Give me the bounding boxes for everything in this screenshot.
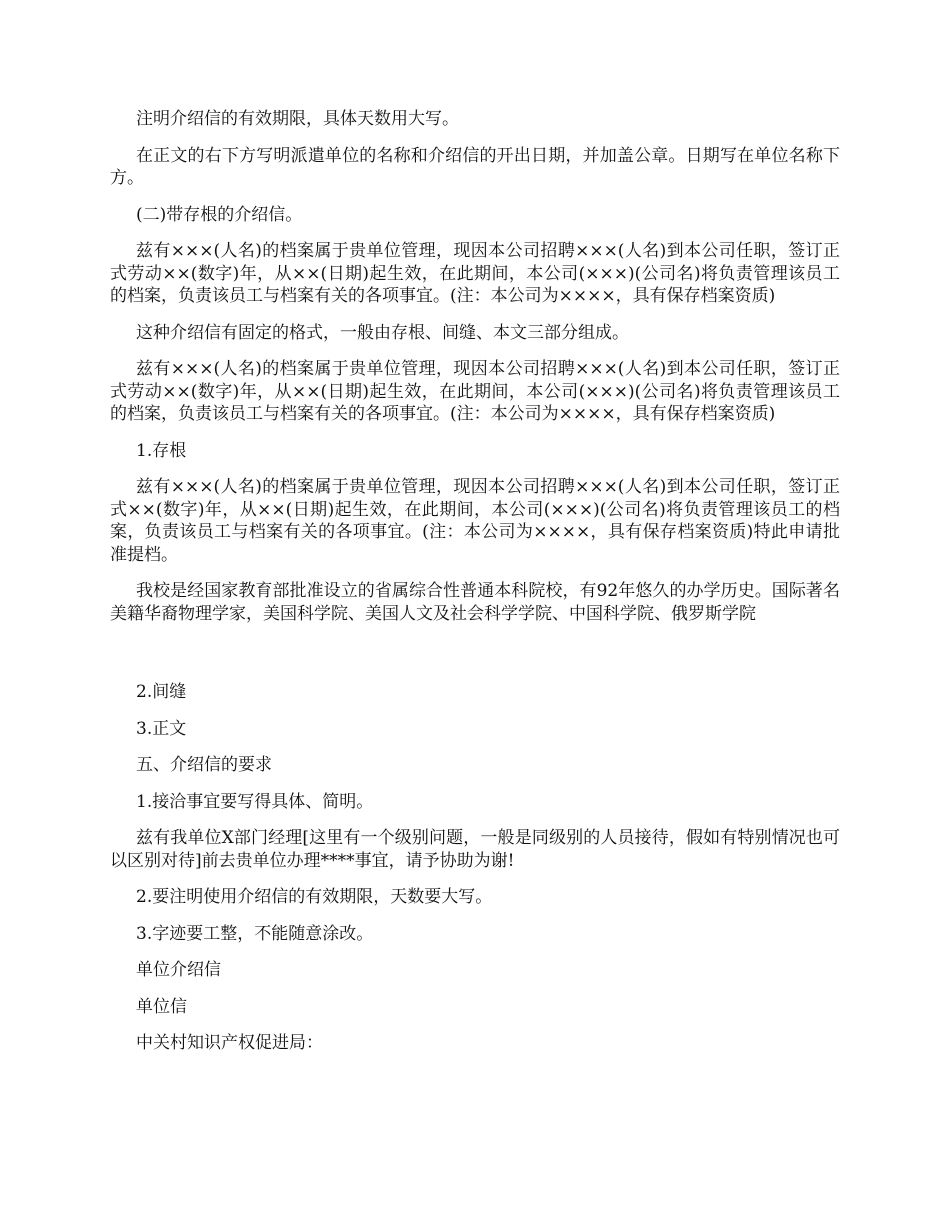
paragraph-recipient: 中关村知识产权促进局：: [136, 1033, 323, 1053]
paragraph-heading-body: 3.正文: [136, 718, 187, 739]
paragraph-archive-sample-3: 兹有×××(人名)的档案属于贵单位管理，现因本公司招聘×××(人名)到本公司任职，签订正式××(数字)年，从××(日期)起生效，在此期间，本公司(×××)(公司名)将负责管理该员工的档案，负责该员工与档案有关的各项事宜。(注：本公司为××××，具有保存档案资质)特此申请批准提档。: [110, 477, 840, 565]
paragraph-sample-letter: 兹有我单位X部门经理[这里有一个级别问题，一般是同级别的人员接待，假如有特别情况也可以区别对待]前去贵单位办理****事宜，请予协助为谢!: [110, 828, 840, 871]
document-page: [110, 108, 840, 1069]
paragraph-archive-sample-2: 兹有×××(人名)的档案属于贵单位管理，现因本公司招聘×××(人名)到本公司任职，签订正式劳动××(数字)年，从××(日期)起生效，在此期间，本公司(×××)(公司名)将负责管理该员工的档案，负责该员工与档案有关的各项事宜。(注：本公司为××××，具有保存档案资质): [110, 359, 840, 424]
paragraph-requirement-2: 2.要注明使用介绍信的有效期限，天数要大写。: [136, 887, 493, 907]
paragraph-unit-letter: 单位信: [136, 996, 187, 1017]
paragraph-unit-intro-letter: 单位介绍信: [136, 960, 221, 980]
blank-spacer: [110, 639, 840, 681]
paragraph-requirement-1: 1.接洽事宜要写得具体、简明。: [136, 791, 374, 812]
paragraph-signature-placement: 在正文的右下方写明派遣单位的名称和介绍信的开出日期，并加盖公章。日期写在单位名称下方。: [110, 145, 840, 188]
paragraph-school-intro: 我校是经国家教育部批准设立的省属综合性普通本科院校，有92年悠久的办学历史。国际著名美籍华裔物理学家，美国科学院、美国人文及社会科学学院、中国科学院、俄罗斯学院: [110, 581, 840, 624]
paragraph-heading-stub: 1.存根: [136, 440, 187, 461]
paragraph-heading-requirements: 五、介绍信的要求: [136, 755, 272, 775]
paragraph-heading-seam: 2.间缝: [136, 682, 187, 702]
paragraph-validity-note: 注明介绍信的有效期限，具体天数用大写。: [136, 109, 459, 129]
paragraph-fixed-format: 这种介绍信有固定的格式，一般由存根、间缝、本文三部分组成。: [136, 322, 629, 343]
paragraph-requirement-3: 3.字迹要工整，不能随意涂改。: [136, 923, 374, 944]
paragraph-section-with-stub: (二)带存根的介绍信。: [136, 204, 303, 225]
paragraph-archive-sample-1: 兹有×××(人名)的档案属于贵单位管理，现因本公司招聘×××(人名)到本公司任职，签订正式劳动××(数字)年，从××(日期)起生效，在此期间，本公司(×××)(公司名)将负责管理该员工的档案，负责该员工与档案有关的各项事宜。(注：本公司为××××，具有保存档案资质): [110, 241, 840, 306]
